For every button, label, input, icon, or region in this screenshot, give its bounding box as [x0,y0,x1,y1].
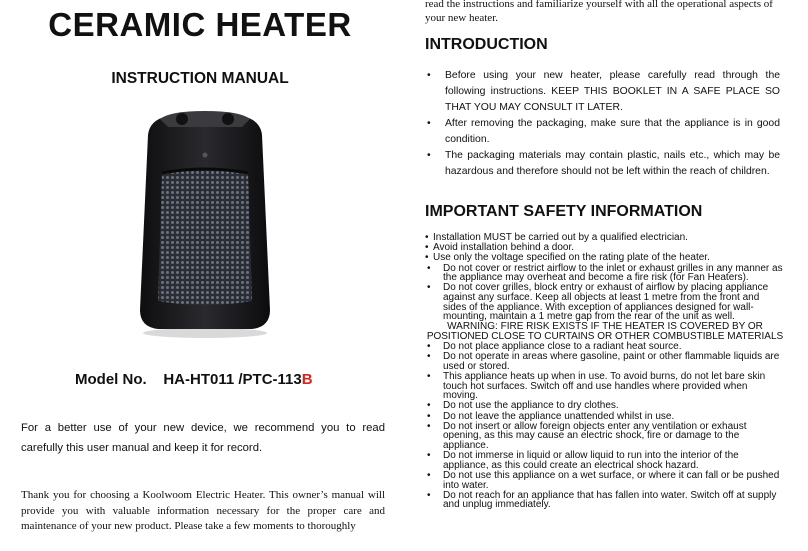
fire-warning: WARNING: FIRE RISK EXISTS IF THE HEATER IS COVERED BY OR POSITIONED CLOSE TO CURTAINS OR OTHER COMBUSTIBLE MATERIALS [426,321,784,342]
heater-image [130,105,280,340]
list-item: • The packaging materials may contain plastic, nails etc., which may be hazardous and therefore should not be left within the reach of children. [425,148,780,180]
list-item: • After removing the packaging, make sure that the appliance is in good condition. [425,116,780,148]
model-label: Model No. [75,371,147,388]
list-item: • Do not insert or allow foreign objects enter any ventilation or exhaust opening, as this may cause an electric shock, fire or damage to the appliance. [425,422,785,451]
continued-text: read the instructions and familiarize yourself with all the operational aspects of your new heater. [425,0,773,24]
list-item: • This appliance heats up when in use. To avoid burns, do not let bare skin touch hot surfaces. Switch off and use handles where provided when moving. [425,372,785,401]
model-code: HA-HT011 /PTC-113 [163,371,302,388]
list-item: • Installation MUST be carried out by a qualified electrician. [425,233,785,243]
list-item: • Do not reach for an appliance that has fallen into water. Switch off at supply and unplug immediately. [425,491,785,510]
thank-you-text: Thank you for choosing a Koolwoom Electric Heater. This owner’s manual will provide you with valuable information necessary for the proper care and maintenance of your new product. Please take a few moments to thoroughly [21,489,385,532]
model-variant: B [301,371,313,388]
list-item: • Do not operate in areas where gasoline, paint or other flammable liquids are used or stored. [425,352,785,371]
list-item: • Do not place appliance close to a radiant heat source. [425,342,785,352]
safety-list [425,233,785,511]
recommendation-text: For a better use of your new device, we recommend you to read carefully this user manual and keep it for record. [21,422,385,454]
page-title: CERAMIC HEATER [48,6,352,43]
model-number [75,371,313,388]
introduction-heading: INTRODUCTION [425,36,548,53]
introduction-list [425,68,780,180]
safety-heading: IMPORTANT SAFETY INFORMATION [425,203,703,220]
list-item: • Do not cover grilles, block entry or exhaust of airflow by placing appliance against any surface. Keep all objects at least 1 metre from the front and sides of the appliance. With exception of appliances designed for wall-mounting, maintain a 1 metre gap from the rear of the unit as well. [425,283,785,321]
list-item: • Do not immerse in liquid or allow liquid to run into the interior of the appliance, as this could create an electrical shock hazard. [425,451,785,470]
list-item: • Do not leave the appliance unattended whilst in use. [425,412,785,422]
list-item: • Use only the voltage specified on the rating plate of the heater. [425,253,785,263]
list-item: • Do not cover or restrict airflow to the inlet or exhaust grilles in any manner as the appliance may overheat and become a fire risk (for Fan Heaters). [425,264,785,283]
list-item: • Before using your new heater, please carefully read through the following instructions. KEEP THIS BOOKLET IN A SAFE PLACE SO THAT YOU MAY CONSULT IT LATER. [425,68,780,116]
list-item: • Do not use this appliance on a wet surface, or where it can fall or be pushed into water. [425,471,785,490]
list-item: • Avoid installation behind a door. [425,243,785,253]
list-item: • Do not use the appliance to dry clothes. [425,401,785,411]
manual-subtitle: INSTRUCTION MANUAL [111,70,289,87]
